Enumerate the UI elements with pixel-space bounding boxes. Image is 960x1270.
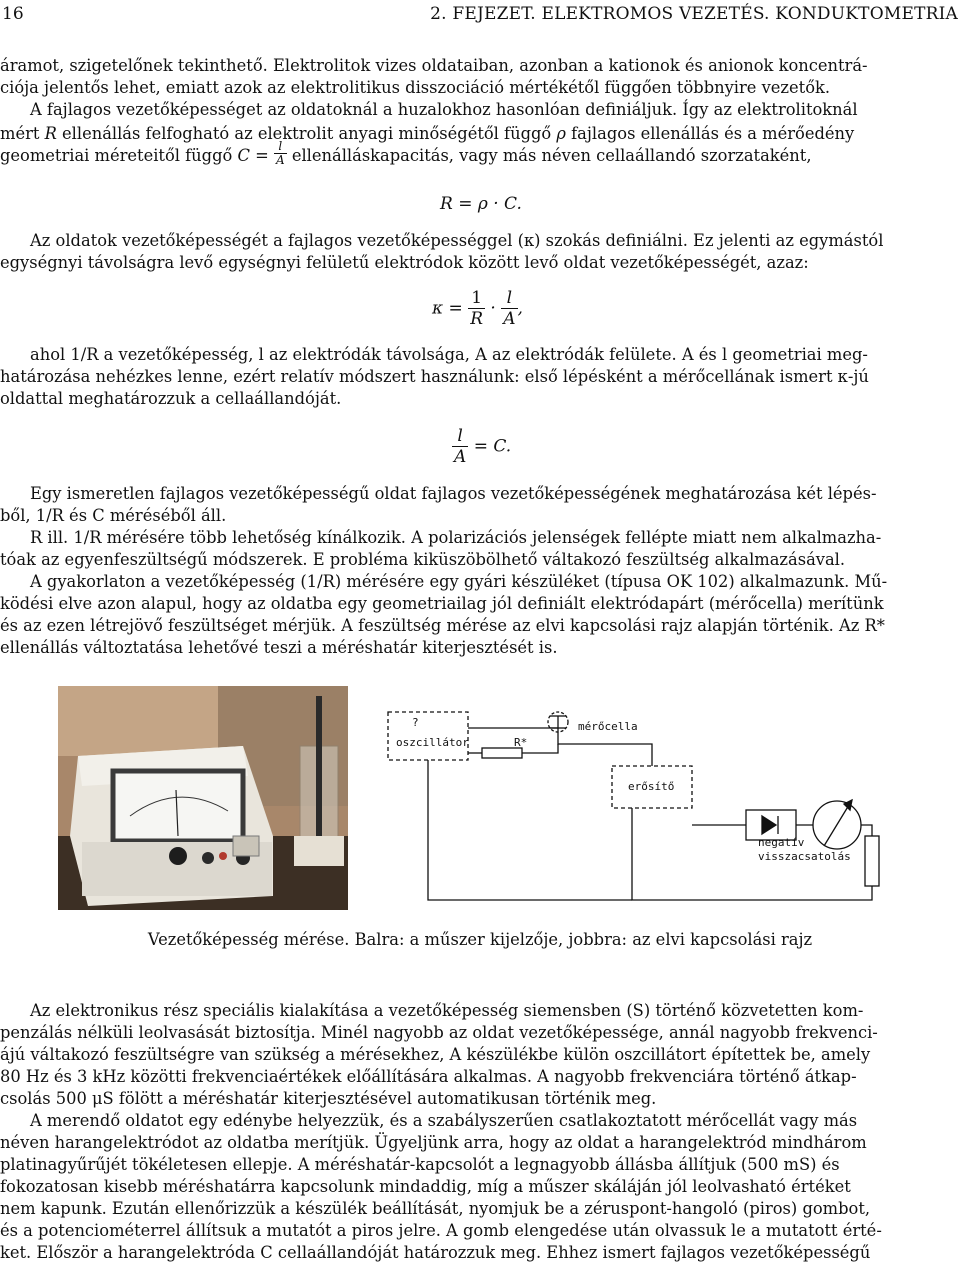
text-line: ciója jelentős lehet, emiatt azok az elektrolitikus disszociáció mértékétől függően többnyire vezetők. <box>0 78 831 97</box>
inline-fraction: $\frac{l}{A}$ <box>275 139 285 167</box>
text-line: ből, 1/R és C méréséből áll. <box>0 506 227 525</box>
text-line: néven harangelektródot az oldatba merítjük. Ügyeljünk arra, hogy az oldat a harangelektród mindhárom <box>0 1133 867 1152</box>
text-line: és a potenciométerrel állítsuk a mutatót a piros jelre. A gomb elengedése után olvassuk le a mutatott érté- <box>0 1221 882 1240</box>
text-line: Az elektronikus rész speciális kialakítása a vezetőképesség siemensben (S) történő közvetetten kom- <box>30 1001 864 1020</box>
text-line: határozása nehézkes lenne, ezért relatív módszert használunk: első lépésként a mérőcellának ismert κ-jú <box>0 367 869 386</box>
text-line: A merendő oldatot egy edénybe helyezzük, és a szabályszerűen csatlakoztatott mérőcellát vagy más <box>30 1111 858 1130</box>
text-line: platinagyűrűjét tökéletesen ellepje. A méréshatár-kapcsolót a legnagyobb állásba állítjuk (500 mS) és <box>0 1155 840 1174</box>
text-line: R ill. 1/R mérésére több lehetőség kínálkozik. A polarizációs jelenségek fellépte miatt nem alkalmazha- <box>30 528 882 547</box>
figure-caption: Vezetőképesség mérése. Balra: a műszer kijelzője, jobbra: az elvi kapcsolási rajz <box>147 930 813 949</box>
equation-cell-constant: $\frac{l}{A}$ = C. <box>454 426 512 467</box>
text-line: ájú váltakozó feszültségre van szükség a mérésekhez, A készülékbe külön oszcillátort építettek be, amely <box>0 1045 871 1064</box>
feedback-label-2: visszacsatolás <box>758 850 851 863</box>
feedback-resistor <box>865 836 879 886</box>
symbol-R: R <box>44 124 57 143</box>
text-line: áramot, szigetelőnek tekinthető. Elektrolitok vizes oldataiban, azonban a kationok és anionok koncentrá- <box>0 56 868 75</box>
text-line: ellenállás változtatása lehetővé teszi a méréshatár kiterjesztését is. <box>0 638 558 657</box>
feedback-label-1: negatív <box>758 836 805 849</box>
instrument-photo-drawing <box>58 686 348 910</box>
text-line: ködési elve azon alapul, hogy az oldatba egy geometriailag jól definiált elektródapárt (mérőcella) merítünk <box>0 594 884 613</box>
rstar-label: R* <box>514 736 528 749</box>
text-line: Az oldatok vezetőképességét a fajlagos vezetőképességgel (κ) szokás definiálni. Ez jelenti az egymástól <box>30 231 884 250</box>
text-line: fokozatosan kisebb méréshatárra kapcsolunk mindaddig, míg a műszer skáláján jól leolvasható értéket <box>0 1177 851 1196</box>
text-line: oldattal meghatározzuk a cellaállandóját. <box>0 389 342 408</box>
text-line: mért R ellenállás felfogható az elektrolit anyagi minőségétől függő ρ fajlagos ellenállás és a mérőedény <box>0 124 855 143</box>
cell-label: mérőcella <box>578 720 638 733</box>
circuit-diagram <box>382 686 902 914</box>
text-line: egységnyi távolságra levő egységnyi felületű elektródok között levő oldat vezetőképességét, azaz: <box>0 253 809 272</box>
text-line: 80 Hz és 3 kHz közötti frekvenciaértékek előállítására alkalmas. A nagyobb frekvenciára történő átkap- <box>0 1067 857 1086</box>
amplifier-label: erősítő <box>628 780 675 793</box>
resistor-rstar <box>482 748 522 758</box>
text-line: tóak az egyenfeszültségű módszerek. E probléma kiküszöbölhető váltakozó feszültség alkalmazásával. <box>0 550 846 569</box>
oscillator-label: oszcillátor <box>396 736 469 749</box>
page-header <box>2 4 958 28</box>
text-line: A fajlagos vezetőképességet az oldatoknál a huzalokhoz hasonlóan definiáljuk. Így az elektrolitoknál <box>30 100 858 119</box>
instrument-photo <box>58 686 348 910</box>
equation-r-rho-c: R = ρ · C. <box>440 194 522 214</box>
equation-kappa: κ = $\frac{1}{R}$ · $\frac{l}{A}$ , <box>432 288 523 329</box>
text-line: csolás 500 μS fölött a méréshatár kiterjesztésével automatikusan történik meg. <box>0 1089 657 1108</box>
text-line: és az ezen létrejövő feszültséget mérjük. A feszültség mérése az elvi kapcsolási rajz alapján történik. Az R* <box>0 616 885 635</box>
symbol-rho: ρ <box>556 124 566 143</box>
text-line: Egy ismeretlen fajlagos vezetőképességű oldat fajlagos vezetőképességének meghatározása két lépés- <box>30 484 877 503</box>
oscillator-question: ? <box>412 716 419 729</box>
text-line: geometriai méreteitől függő C = $\frac{l}{A}$ ellenálláskapacitás, vagy más néven cellaállandó szorzataként, <box>0 139 812 167</box>
page-number: 16 <box>2 4 24 24</box>
running-title: 2. FEJEZET. ELEKTROMOS VEZETÉS. KONDUKTOMETRIA <box>430 4 958 24</box>
text-line: penzálás nélküli leolvasását biztosítja. Minél nagyobb az oldat vezetőképessége, annál nagyobb frekvenci- <box>0 1023 878 1042</box>
text-line: A gyakorlaton a vezetőképesség (1/R) mérésére egy gyári készüléket (típusa OK 102) alkalmazunk. Mű- <box>30 572 888 591</box>
text-line: ahol 1/R a vezetőképesség, l az elektródák távolsága, A az elektródák felülete. A és l geometriai meg- <box>30 345 868 364</box>
text-line: nem kapunk. Ezután ellenőrizzük a készülék beállítását, nyomjuk be a zéruspont-hangoló (piros) gombot, <box>0 1199 871 1218</box>
text-line: ket. Először a harangelektróda C cellaállandóját határozzuk meg. Ehhez ismert fajlagos vezetőképességű <box>0 1243 871 1262</box>
